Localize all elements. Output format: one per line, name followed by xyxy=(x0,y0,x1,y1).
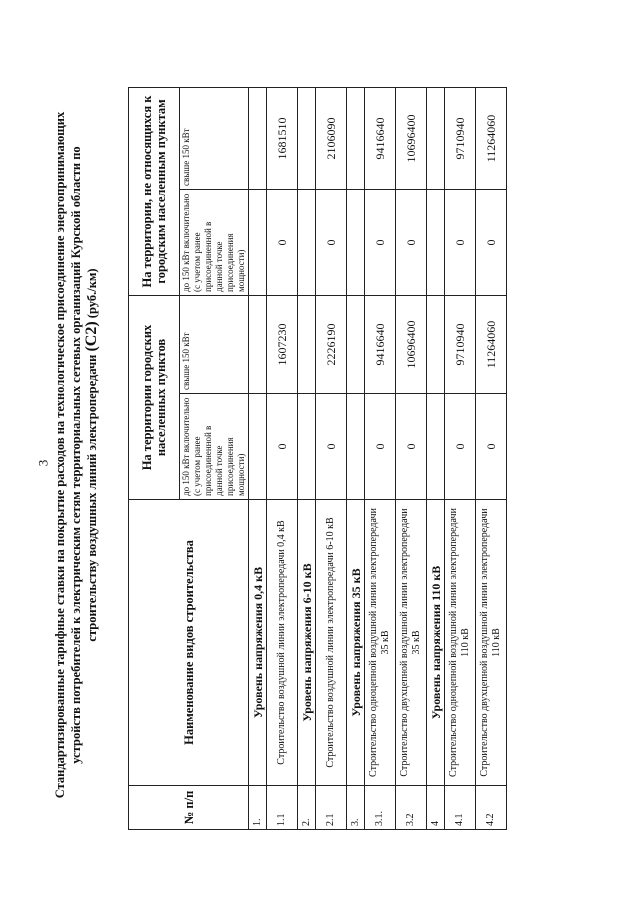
row-number: 3.1. xyxy=(365,786,396,830)
rural-over150-value: 2106090 xyxy=(316,87,347,189)
title-line-3 xyxy=(84,75,100,835)
row-number: 2.1 xyxy=(316,786,347,830)
row-number: 1. xyxy=(249,786,267,830)
urban-upto150-value: 0 xyxy=(316,394,347,500)
row-number: 4 xyxy=(427,786,445,830)
row-description: Строительство воздушной линии электропередачи 0,4 кВ xyxy=(267,500,298,786)
urban-upto150-value: 0 xyxy=(365,394,396,500)
header-name: Наименование видов строительства xyxy=(129,500,249,786)
table-row-level xyxy=(298,87,316,829)
rural-upto150-value: 0 xyxy=(445,190,476,296)
title-line-3-pre: строительству воздушных линий электропередачи xyxy=(85,354,99,642)
tariff-table xyxy=(128,87,507,830)
title-line-2: устройств потребителей к электрическим сетям территориальных сетевых организаций Курской области по xyxy=(69,146,83,764)
row-description: Строительство двухцепной воздушной линии электропередачи 35 кВ xyxy=(396,500,427,786)
level-label: Уровень напряжения 0,4 кВ xyxy=(249,500,267,786)
row-description: Строительство одноцепной воздушной линии электропередачи 35 кВ xyxy=(365,500,396,786)
urban-over150-value: 10696400 xyxy=(396,296,427,394)
rural-upto150-value: 0 xyxy=(316,190,347,296)
table-row xyxy=(267,87,298,829)
rural-over150-value: 9416640 xyxy=(365,87,396,189)
header-urban: На территории городских населенных пунктов xyxy=(129,296,180,500)
rural-over150-value: 11264060 xyxy=(476,87,507,189)
row-number: 1.1 xyxy=(267,786,298,830)
rural-over150-value: 1681510 xyxy=(267,87,298,189)
header-urban-upto150: до 150 кВт включительно (с учетом ранее присоединенной в данной точке присоединения мощности) xyxy=(180,394,249,500)
header-rural-upto150: до 150 кВт включительно (с учетом ранее присоединенной в данной точке присоединения мощности) xyxy=(180,190,249,296)
row-number: 3. xyxy=(347,786,365,830)
rural-over150-value: 9710940 xyxy=(445,87,476,189)
title-c2: (С2) xyxy=(83,321,100,352)
table-row xyxy=(365,87,396,829)
table-row xyxy=(445,87,476,829)
urban-upto150-value: 0 xyxy=(476,394,507,500)
rural-upto150-value: 0 xyxy=(396,190,427,296)
rotated-page xyxy=(52,75,632,835)
urban-upto150-value: 0 xyxy=(267,394,298,500)
table-row xyxy=(476,87,507,829)
row-number: 4.1 xyxy=(445,786,476,830)
urban-over150-value: 2226190 xyxy=(316,296,347,394)
header-rural: На территории, не относящихся к городским населенным пунктам xyxy=(129,87,180,295)
urban-upto150-value: 0 xyxy=(396,394,427,500)
urban-over150-value: 1607230 xyxy=(267,296,298,394)
row-number: 4.2 xyxy=(476,786,507,830)
level-label: Уровень напряжения 110 кВ xyxy=(427,500,445,786)
table-row-level xyxy=(427,87,445,829)
row-description: Строительство одноцепной воздушной линии электропередачи 110 кВ xyxy=(445,500,476,786)
header-urban-over150: свыше 150 кВт xyxy=(180,296,249,394)
rural-upto150-value: 0 xyxy=(365,190,396,296)
level-label: Уровень напряжения 6-10 кВ xyxy=(298,500,316,786)
page-number: 3 xyxy=(35,459,51,467)
header-rural-over150: свыше 150 кВт xyxy=(180,87,249,189)
row-number: 2. xyxy=(298,786,316,830)
level-label: Уровень напряжения 35 кВ xyxy=(347,500,365,786)
urban-over150-value: 11264060 xyxy=(476,296,507,394)
header-num: № п/п xyxy=(129,786,249,830)
table-row xyxy=(396,87,427,829)
row-number: 3.2 xyxy=(396,786,427,830)
title-line-1: Стандартизированные тарифные ставки на покрытие расходов на технологическое присоединение энергопринимающих xyxy=(53,111,67,799)
row-description: Строительство воздушной линии электропередачи 6-10 кВ xyxy=(316,500,347,786)
rural-over150-value: 10696400 xyxy=(396,87,427,189)
header-row-1 xyxy=(129,87,180,829)
title-line-3-post: (руб./км) xyxy=(85,268,99,319)
rural-upto150-value: 0 xyxy=(267,190,298,296)
document-title xyxy=(52,75,114,835)
table-row-level xyxy=(347,87,365,829)
table-row-level xyxy=(249,87,267,829)
urban-over150-value: 9416640 xyxy=(365,296,396,394)
rural-upto150-value: 0 xyxy=(476,190,507,296)
urban-over150-value: 9710940 xyxy=(445,296,476,394)
table-row xyxy=(316,87,347,829)
row-description: Строительство двухцепной воздушной линии электропередачи 110 кВ xyxy=(476,500,507,786)
urban-upto150-value: 0 xyxy=(445,394,476,500)
